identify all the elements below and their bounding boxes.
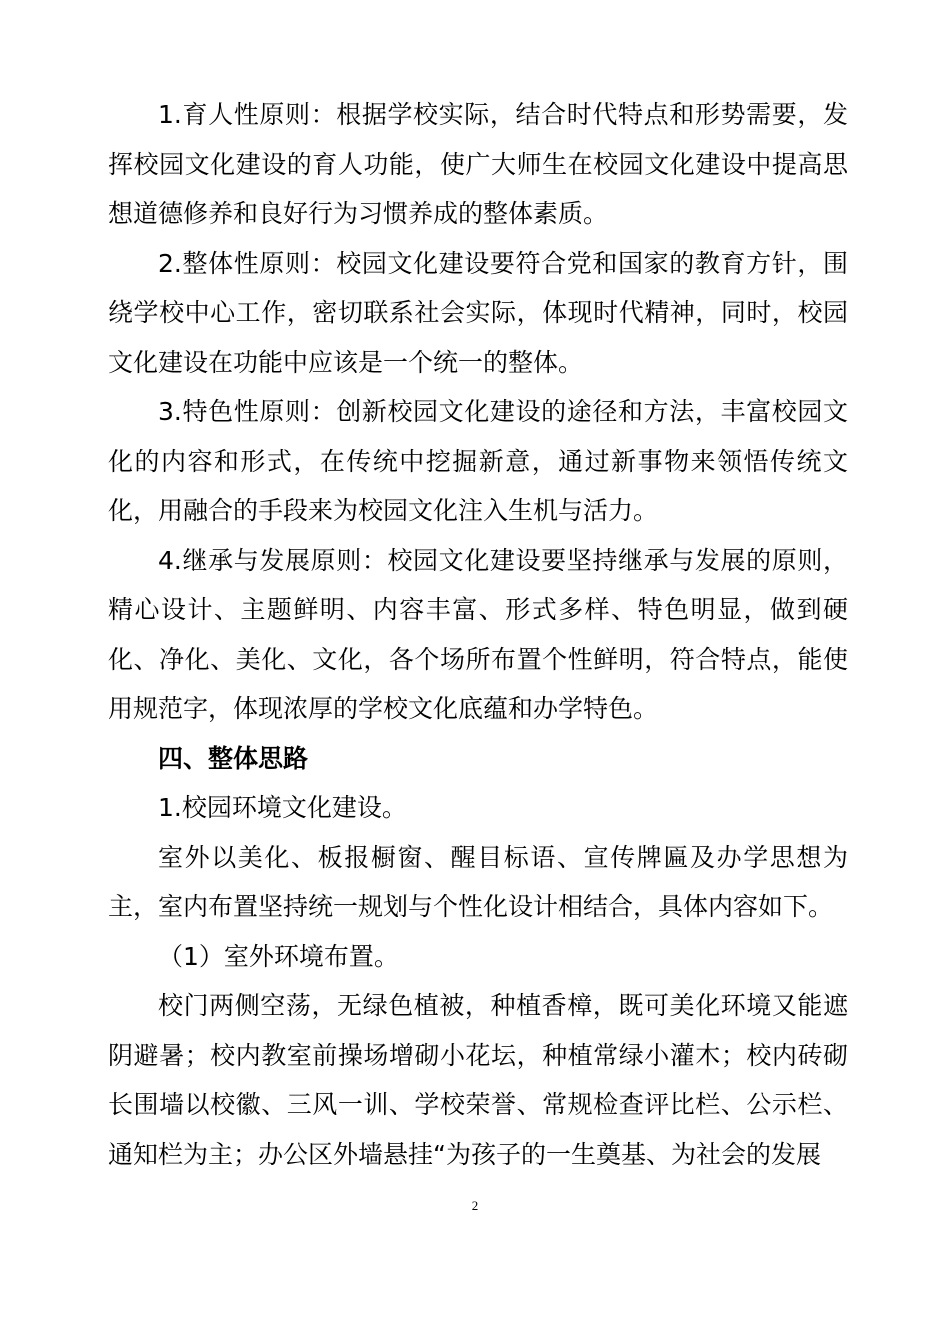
paragraph-overview: 室外以美化、板报橱窗、醒目标语、宣传牌匾及办学思想为主，室内布置坚持统一规划与个性化设计相结合，具体内容如下。 — [108, 842, 848, 921]
page-number: 2 — [471, 1198, 479, 1213]
section-heading: 四、整体思路 — [158, 743, 309, 773]
paragraph-principle-1: 1.育人性原则：根据学校实际，结合时代特点和形势需要，发挥校园文化建设的育人功能，使广大师生在校园文化建设中提高思想道德修养和良好行为习惯养成的整体素质。 — [108, 100, 848, 228]
paragraph-subheading-outdoor: （1）室外环境布置。 — [158, 941, 399, 971]
paragraph-principle-4: 4.继承与发展原则：校园文化建设要坚持继承与发展的原则，精心设计、主题鲜明、内容丰富、形式多样、特色明显，做到硬化、净化、美化、文化，各个场所布置个性鲜明，符合特点，能使用规范字，体现浓厚的学校文化底蕴和办学特色。 — [108, 545, 848, 723]
paragraph-outdoor-details: 校门两侧空荡，无绿色植被，种植香樟，既可美化环境又能遮阴避暑；校内教室前操场增砌小花坛，种植常绿小灌木；校内砖砌长围墙以校徽、三风一训、学校荣誉、常规检查评比栏、公示栏、通知栏为主；办公区外墙悬挂“为孩子的一生奠基、为社会的发展 — [108, 991, 848, 1169]
document-body — [108, 90, 848, 1179]
paragraph-principle-3: 3.特色性原则：创新校园文化建设的途径和方法，丰富校园文化的内容和形式，在传统中挖掘新意，通过新事物来领悟传统文化，用融合的手段来为校园文化注入生机与活力。 — [108, 397, 848, 525]
paragraph-principle-2: 2.整体性原则：校园文化建设要符合党和国家的教育方针，围绕学校中心工作，密切联系社会实际，体现时代精神，同时，校园文化建设在功能中应该是一个统一的整体。 — [108, 248, 848, 377]
paragraph-subheading-1: 1.校园环境文化建设。 — [158, 793, 407, 822]
